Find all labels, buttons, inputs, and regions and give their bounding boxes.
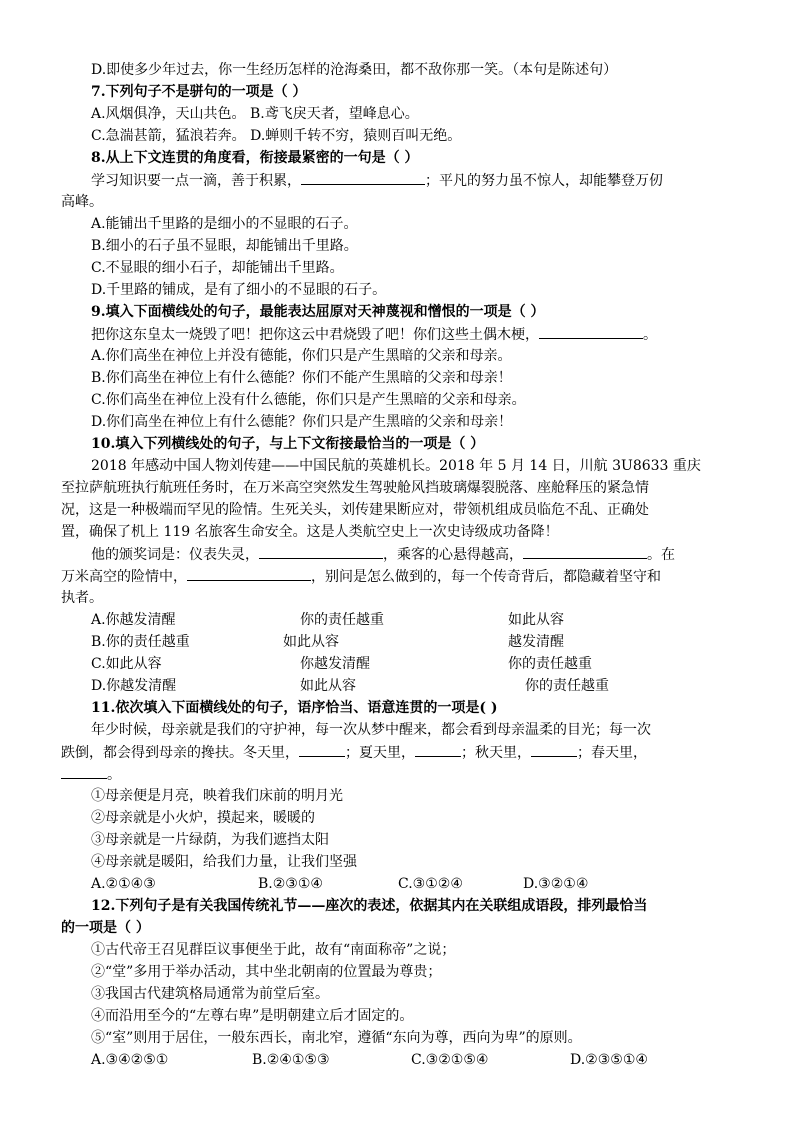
q10-option-c-1: C.如此从容 [91, 656, 162, 672]
q10-option-a-1: A.你越发清醒 [91, 612, 176, 628]
q10-award-text-a: 他的颁奖词是：仪表失灵， [91, 547, 259, 563]
q10-option-d-3: 你的责任越重 [525, 678, 609, 694]
q8-passage-line2: 高峰。 [61, 194, 103, 210]
q11-blank-3 [531, 742, 577, 757]
q9-option-b: B.你们高坐在神位上有什么德能？你们不能产生黑暗的父亲和母亲！ [91, 370, 512, 386]
q10-award-text-e: ，别问是怎么做到的，每一个传奇背后，都隐藏着坚守和 [311, 569, 661, 585]
q12-item-5: ⑤“室”则用于居住，一般东西长，南北窄，遵循“东向为尊，西向为卑”的原则。 [91, 1030, 582, 1046]
q11-text-c: ；秋天里， [461, 745, 531, 761]
q10-option-c-2: 你越发清醒 [300, 656, 370, 672]
q11-text-end: 。 [107, 767, 121, 783]
q10-passage-line2: 至拉萨航班执行航班任务时，在万米高空突然发生驾驶舱风挡玻璃爆裂脱落、座舱释压的紧急情 [61, 480, 649, 496]
q10-award-line1 [91, 544, 675, 564]
q11-text-a: 跌倒，都会得到母亲的搀扶。冬天里， [61, 745, 299, 761]
q10-passage-line1: 2018 年感动中国人物刘传建——中国民航的英雄机长。2018 年 5 月 14 日，川航 3U8633 重庆 [91, 458, 701, 474]
q10-blank-2 [523, 544, 647, 559]
q10-option-d-2: 如此从容 [300, 678, 356, 694]
q12-option-b: B.②④①⑤③ [252, 1052, 330, 1068]
q9-blank [539, 324, 643, 339]
q10-option-b-1: B.你的责任越重 [91, 634, 190, 650]
q10-option-d-1: D.你越发清醒 [91, 678, 177, 694]
q10-award-line3: 执者。 [61, 590, 103, 606]
q8-passage-text-a: 学习知识要一点一滴，善于积累， [91, 173, 301, 189]
q10-award-text-d: 万米高空的险情中， [61, 569, 187, 585]
q11-title: 11.依次填入下面横线处的句子，语序恰当、语意连贯的一项是( ) [91, 700, 498, 716]
q8-passage-line1 [91, 170, 663, 190]
q8-option-d: D.千里路的铺成，是有了细小的不显眼的石子。 [91, 282, 387, 298]
q7-options-ab: A.风烟俱净，天山共色。 B.鸢飞戾天者，望峰息心。 [91, 106, 419, 122]
q11-passage-line2 [61, 742, 647, 762]
q9-passage [91, 324, 657, 344]
q9-option-d: D.你们高坐在神位上有什么德能？你们只是产生黑暗的父亲和母亲！ [91, 414, 513, 430]
q12-item-3: ③我国古代建筑格局通常为前堂后室。 [91, 986, 329, 1002]
q10-title: 10.填入下列横线处的句子，与上下文衔接最恰当的一项是（ ） [91, 436, 485, 452]
q11-item-1: ①母亲便是月亮，映着我们床前的明月光 [91, 788, 343, 804]
q11-option-c: C.③①②④ [398, 876, 463, 892]
q9-title: 9.填入下面横线处的句子，最能表达屈原对天神蔑视和憎恨的一项是（ ） [91, 304, 545, 320]
q12-item-1: ①古代帝王召见群臣议事便坐于此，故有“南面称帝”之说； [91, 942, 456, 958]
q8-option-a: A.能铺出千里路的是细小的不显眼的石子。 [91, 216, 358, 232]
q9-option-a: A.你们高坐在神位上并没有德能，你们只是产生黑暗的父亲和母亲。 [91, 348, 512, 364]
q9-passage-end: 。 [643, 327, 657, 343]
q6-option-d: D.即使多少年过去，你一生经历怎样的沧海桑田，都不敌你那一笑。（本句是陈述句） [91, 62, 618, 78]
q10-option-a-3: 如此从容 [508, 612, 564, 628]
q10-blank-1 [259, 544, 383, 559]
q9-option-c: C.你们高坐在神位上没有什么德能，你们只是产生黑暗的父亲和母亲。 [91, 392, 526, 408]
q10-option-b-3: 越发清醒 [508, 634, 564, 650]
q10-option-b-2: 如此从容 [283, 634, 339, 650]
q12-item-4: ④而沿用至今的“左尊右卑”是明朝建立后才固定的。 [91, 1008, 414, 1024]
q8-option-c: C.不显眼的细小石子，却能铺出千里路。 [91, 260, 344, 276]
q11-blank-4 [61, 764, 107, 779]
q8-title: 8.从上下文连贯的角度看，衔接最紧密的一句是（ ） [91, 150, 419, 166]
q10-award-line2 [61, 566, 661, 586]
q10-award-text-c: 。在 [647, 547, 675, 563]
q11-passage-line3 [61, 764, 121, 784]
q7-title: 7.下列句子不是骈句的一项是（ ） [91, 84, 307, 100]
q11-item-4: ④母亲就是暖阳，给我们力量，让我们坚强 [91, 854, 357, 870]
q11-option-b: B.②③①④ [258, 876, 323, 892]
q11-option-d: D.③②①④ [523, 876, 589, 892]
q11-text-b: ；夏天里， [345, 745, 415, 761]
q8-passage-text-b: ；平凡的努力虽不惊人，却能攀登万仞 [425, 173, 663, 189]
q10-award-text-b: ，乘客的心悬得越高， [383, 547, 523, 563]
q11-passage-line1: 年少时候，母亲就是我们的守护神，每一次从梦中醒来，都会看到母亲温柔的目光；每一次 [91, 722, 651, 738]
q11-option-a: A.②①④③ [91, 876, 156, 892]
q8-option-b: B.细小的石子虽不显眼，却能铺出千里路。 [91, 238, 358, 254]
q12-title-line2: 的一项是（ ） [61, 920, 150, 936]
q8-blank [301, 170, 425, 185]
q11-item-3: ③母亲就是一片绿荫，为我们遮挡太阳 [91, 832, 329, 848]
q11-text-d: ；春天里， [577, 745, 647, 761]
q10-passage-line3: 况，这是一种极端而罕见的险情。生死关头，刘传建果断应对，带领机组成员临危不乱、正确处 [61, 502, 649, 518]
q12-item-2: ②“堂”多用于举办活动，其中坐北朝南的位置最为尊贵； [91, 964, 442, 980]
q10-passage-line4: 置，确保了机上 119 名旅客生命安全。这是人类航空史上一次史诗级成功备降！ [61, 524, 559, 540]
q12-option-a: A.③④②⑤① [91, 1052, 169, 1068]
q9-passage-text: 把你这东皇太一烧毁了吧！把你这云中君烧毁了吧！你们这些土偶木梗， [91, 327, 539, 343]
q11-item-2: ②母亲就是小火炉，摸起来，暖暖的 [91, 810, 315, 826]
q11-blank-2 [415, 742, 461, 757]
q12-option-d: D.②③⑤①④ [570, 1052, 648, 1068]
q12-option-c: C.③②①⑤④ [411, 1052, 489, 1068]
q10-blank-3 [187, 566, 311, 581]
q10-option-c-3: 你的责任越重 [508, 656, 592, 672]
q11-blank-1 [299, 742, 345, 757]
q10-option-a-2: 你的责任越重 [300, 612, 384, 628]
q12-title-line1: 12.下列句子是有关我国传统礼节——座次的表述，依据其内在关联组成语段，排列最恰当 [91, 898, 648, 914]
q7-options-cd: C.急湍甚箭，猛浪若奔。 D.蝉则千转不穷，猿则百叫无绝。 [91, 128, 462, 144]
